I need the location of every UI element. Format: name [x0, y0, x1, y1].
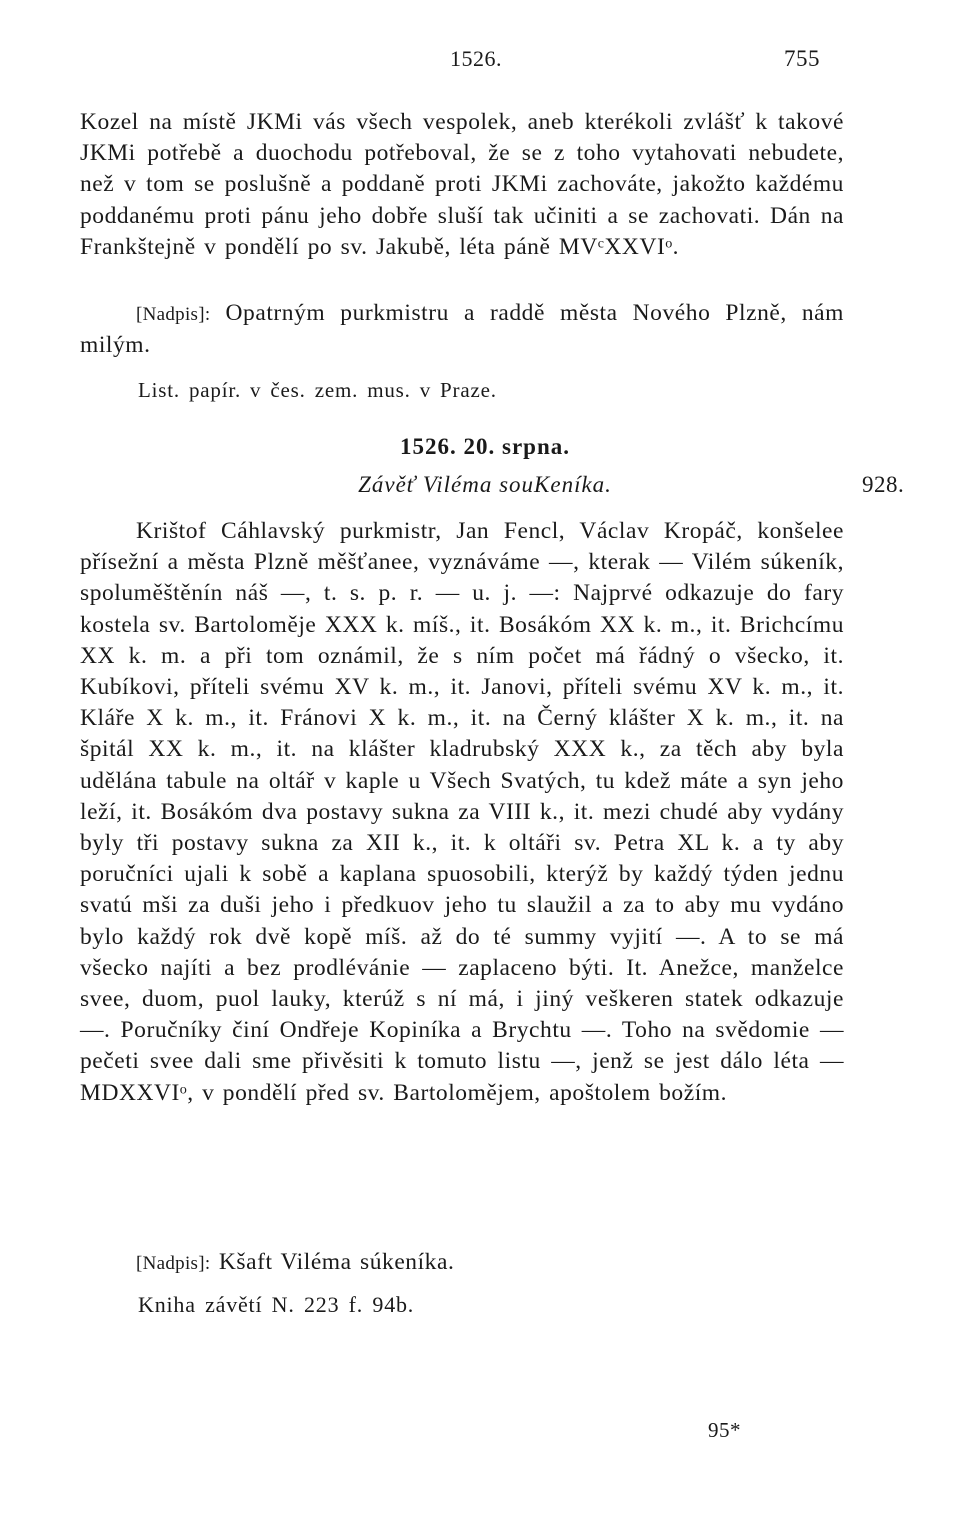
- testament-source-note: Kniha závětí N. 223 f. 94b.: [138, 1292, 415, 1317]
- document-number: 928.: [862, 472, 905, 497]
- address-label: [Nadpis]:: [136, 304, 211, 325]
- running-header-year: 1526.: [450, 46, 502, 71]
- letter-source-note: List. papír. v čes. zem. mus. v Praze.: [138, 378, 497, 402]
- page-number: 755: [784, 46, 820, 71]
- address-label: [Nadpis]:: [136, 1253, 211, 1274]
- address-text: Opatrným purkmistru a raddě města Nového Plzně, nám milým.: [80, 300, 844, 359]
- testament-body-paragraph: Krištof Cáhlavský purkmistr, Jan Fencl, Václav Kropáč, konšelee přísežní a města Plzně měšťanee, vyznáváme —, kterak — Vilém súkeník, spoluměštěnín náš —, t. s. p. r. — u. j. —: Najprvé odkazuje do fary kostela sv. Bartoloměje XXX k. míš., it. Bosákóm XX k. m., it. Brichcímu XX k. m. a při tom oznámil, že s ním počet má řádný o všecko, it. Kubíkovi, příteli svému XV k. m., it. Janovi, příteli svému XV k. m., it. Kláře X k. m., it. Fránovi X k. m., it. na Černý klášter X k. m., it. na špitál XX k. m., it. na klášter kladrubský XXX k., za těch aby byla udělána tabule na oltář v kaple u Všech Svatých, tu kdež máte a syn jeho leží, it. Bosákóm dva postavy sukna za VIII k., it. mezi chudé aby vydány byly tři postavy sukna za XII k., it. k oltáři sv. Petra XL k. a ty aby poručníci ujali k sobě a kaplana spuosobili, kterýž by každý týden jednu svatú mši za duši jeho i předkuov jeho tu slaužil a za to aby mu vydáno bylo každý rok dvě kopě míš. až do té summy vyjití —. A to se má všecko najíti a bez prodlévánie — zaplaceno býti. It. Anežce, manželce svee, duom, puol lauky, kterúž s ní má, i jiný veškeren statek odkazuje —. Poručníky činí Ondřeje Kopiníka a Brychtu —. Toho na svědomie — pečeti svee dali sme přivěsiti k tomuto listu —, jenž se jest dálo léta — MDXXVIᵒ, v pondělí před sv. Bartolomějem, apoštolem božím.: [80, 518, 844, 1106]
- document-title: Závěť Viléma souKeníka.: [358, 472, 612, 497]
- testament-address-line: [136, 1249, 454, 1276]
- letter-body-paragraph: Kozel na místě JKMi vás všech vespolek, aneb kterékoli zvlášť k takové JKMi potřebě a duochodu potřeboval, že se z toho vytahovati nebudete, než v tom se poslušně a poddaně proti JKMi zachováte, jakožto každému poddanému proti pánu jeho dobře sluší tak učiniti a se zachovati. Dán na Frankštejně v pondělí po sv. Jakubě, léta páně MVᶜXXVIᵒ.: [80, 109, 844, 260]
- printer-signature-mark: 95*: [708, 1418, 741, 1442]
- letter-address-paragraph: [80, 298, 844, 361]
- address-text: Kšaft Viléma súkeníka.: [210, 1249, 455, 1275]
- document-date-heading: 1526. 20. srpna.: [400, 434, 570, 459]
